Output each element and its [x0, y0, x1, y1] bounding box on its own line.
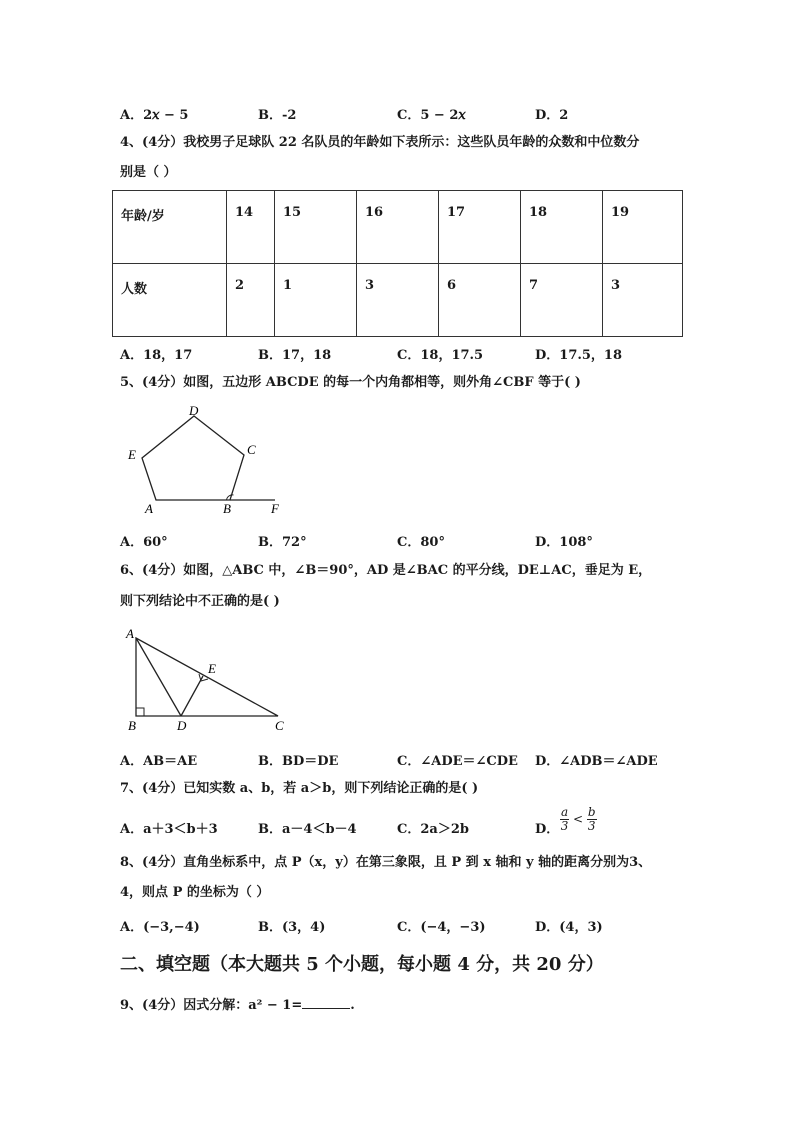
q4-option-d: D．17.5，18 — [535, 348, 623, 363]
q8-option-b: B．(3，4) — [258, 920, 326, 935]
q6-option-b: B．BD＝DE — [258, 754, 339, 769]
table-cell: 14 — [227, 191, 275, 264]
q6-option-c: C．∠ADE＝∠CDE — [397, 754, 518, 769]
table-row — [113, 264, 683, 337]
label-d: D — [189, 403, 199, 418]
q9-answer-blank[interactable] — [302, 996, 350, 1009]
q4-option-c: C．18，17.5 — [397, 348, 484, 363]
q8-option-d: D．(4，3) — [535, 920, 603, 935]
q5-option-d: D．108° — [535, 535, 593, 550]
q5-option-a: A．60° — [120, 535, 168, 550]
q7-option-c: C．2a＞2b — [397, 822, 469, 837]
fraction-a-over-3: $\frac{a}{3}$ — [560, 805, 569, 833]
q5-option-c: C．80° — [397, 535, 445, 550]
table-cell: 17 — [439, 191, 521, 264]
q3-option-c: C．5 − 2𝑥 — [397, 108, 466, 123]
q3-option-b: B．-2 — [258, 108, 297, 123]
table-cell: 18 — [521, 191, 603, 264]
label-f: F — [271, 501, 279, 516]
q6-text-line2: 则下列结论中不正确的是( ) — [120, 594, 280, 609]
table-cell: 1 — [275, 264, 357, 337]
label-e: E — [128, 447, 136, 462]
q8-option-c: C．(−4，−3) — [397, 920, 486, 935]
q7-option-a: A．a＋3＜b＋3 — [120, 822, 218, 837]
triangle-abc — [136, 638, 278, 716]
label-b: B — [223, 501, 231, 516]
label-d: D — [177, 718, 187, 733]
section-heading: 二、填空题（本大题共 5 个小题，每小题 4 分，共 20 分） — [120, 954, 604, 975]
q5-option-b: B．72° — [258, 535, 307, 550]
q4-text-line2: 别是（ ） — [120, 165, 177, 180]
q3-option-d: D．2 — [535, 108, 569, 123]
q7-option-b: B．a－4＜b－4 — [258, 822, 357, 837]
q4-option-b: B．17，18 — [258, 348, 332, 363]
label-b: B — [128, 718, 136, 733]
q3-option-a: A．2𝑥 − 5 — [120, 108, 189, 123]
label-c: C — [275, 718, 284, 733]
segment-de — [181, 676, 203, 716]
table-header-cell: 年龄/岁 — [113, 191, 227, 264]
table-cell: 6 — [439, 264, 521, 337]
pentagon-figure — [118, 400, 298, 522]
q5-text: 5、(4分）如图，五边形 ABCDE 的每一个内角都相等，则外角∠CBF 等于( ) — [120, 375, 581, 390]
q8-option-a: A．(−3,−4) — [120, 920, 200, 935]
q7-option-d: D． — [535, 822, 560, 837]
fraction-b-over-3: $\frac{b}{3}$ — [587, 805, 596, 833]
q8-text-line2: 4，则点 P 的坐标为（ ） — [120, 885, 270, 900]
table-cell: 7 — [521, 264, 603, 337]
q8-text-line1: 8、(4分）直角坐标系中，点 P（x，y）在第三象限，且 P 到 x 轴和 y 轴的距离分别为3、 — [120, 855, 652, 870]
right-angle-mark-b — [136, 708, 144, 716]
q9-prompt: 9、(4分）因式分解：a² − 1= — [120, 998, 303, 1013]
pentagon-shape — [142, 416, 244, 500]
table-cell: 19 — [603, 191, 683, 264]
age-table — [112, 190, 683, 337]
q6-text-line1: 6、(4分）如图，△ABC 中，∠B＝90°，AD 是∠BAC 的平分线，DE⊥AC，垂足为 E， — [120, 563, 652, 578]
table-cell: 15 — [275, 191, 357, 264]
q9-period: . — [350, 998, 355, 1013]
table-cell: 3 — [357, 264, 439, 337]
table-cell: 2 — [227, 264, 275, 337]
label-a: A — [126, 626, 134, 641]
q4-text-line1: 4、(4分）我校男子足球队 22 名队员的年龄如下表所示：这些队员年龄的众数和中位数分 — [120, 135, 640, 150]
q7-option-d-expression — [560, 806, 597, 833]
table-cell: 16 — [357, 191, 439, 264]
q9-text — [120, 996, 355, 1014]
q6-option-d: D．∠ADB＝∠ADE — [535, 754, 658, 769]
triangle-figure — [120, 622, 300, 737]
label-c: C — [247, 442, 256, 457]
q7-text: 7、(4分）已知实数 a、b，若 a＞b，则下列结论正确的是( ) — [120, 781, 479, 796]
table-cell: 3 — [603, 264, 683, 337]
table-row — [113, 191, 683, 264]
q4-option-a: A．18，17 — [120, 348, 193, 363]
q6-option-a: A．AB＝AE — [120, 754, 198, 769]
label-e: E — [208, 661, 216, 676]
label-a: A — [145, 501, 153, 516]
less-than-sign: < — [572, 812, 584, 826]
table-header-cell: 人数 — [113, 264, 227, 337]
